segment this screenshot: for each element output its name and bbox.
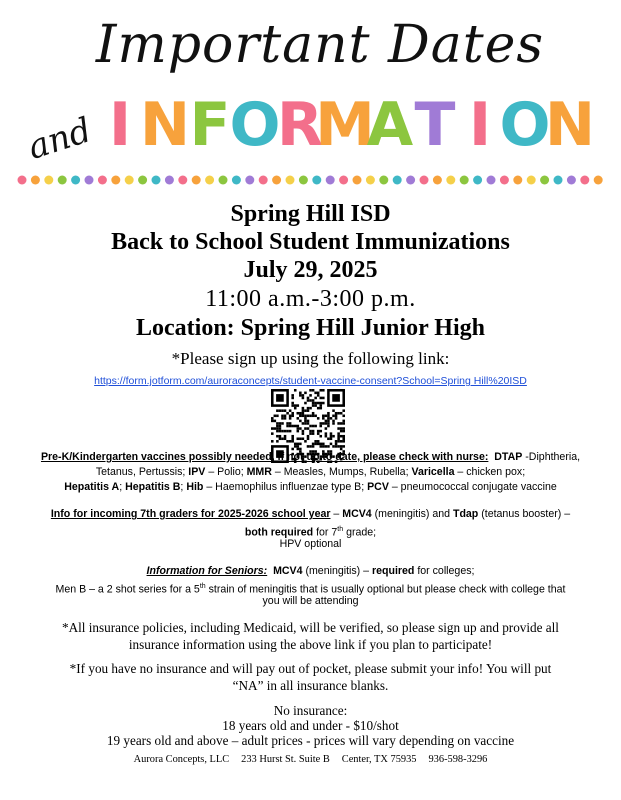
vaccine-hib-desc: – Haemophilus influenzae type B; — [203, 481, 368, 493]
banner-dot — [44, 176, 53, 185]
prek-label: Pre-K/Kindergarten vaccines possibly needed, if not up to date, please check with nurse: — [40, 451, 489, 463]
banner-dot — [71, 176, 80, 185]
banner-dot — [353, 176, 362, 185]
menb-text: Men B – a 2 shot series for a 5 — [55, 583, 200, 596]
vaccine-mcv4-desc: (meningitis) and — [371, 508, 453, 520]
price-under-18: 18 years old and under - $10/shot — [222, 718, 399, 733]
prek-line-3 — [0, 480, 621, 495]
prek-line-1 — [0, 450, 621, 465]
banner-letter: A — [366, 90, 414, 160]
vaccine-mmr: MMR — [246, 466, 272, 478]
banner-letter: M — [315, 90, 375, 160]
grade-text-end: grade; — [343, 526, 377, 539]
banner-letter: I — [468, 90, 492, 160]
vaccine-hepb: Hepatitis B — [125, 481, 181, 493]
banner-dot — [98, 176, 107, 185]
banner-dot — [192, 176, 201, 185]
banner-letter: O — [499, 90, 551, 160]
vaccine-ipv: IPV — [188, 466, 206, 478]
banner-dot — [393, 176, 402, 185]
banner-dot — [554, 176, 563, 185]
footer-city: Center, TX 75935 — [341, 754, 417, 765]
separator: ; — [180, 481, 187, 493]
event-location: Location: Spring Hill Junior High — [136, 315, 485, 341]
event-time: 11:00 a.m.-3:00 p.m. — [205, 286, 416, 312]
vaccine-ipv-desc: – Polio; — [205, 466, 247, 478]
banner-dot — [178, 176, 187, 185]
event-title: Back to School Student Immunizations — [111, 229, 510, 255]
banner-dot — [540, 176, 549, 185]
vaccine-tdap: Tdap — [452, 508, 479, 520]
banner-and-script: and — [23, 110, 97, 168]
banner-dot — [473, 176, 482, 185]
grade-text: for 7 — [313, 526, 338, 539]
insurance-p2-line1: *If you have no insurance and will pay out of pocket, please submit your info! You will put — [69, 661, 552, 676]
banner-dot — [85, 176, 94, 185]
banner-dot — [513, 176, 522, 185]
insurance-p2-line2: “NA” in all insurance blanks. — [232, 678, 389, 693]
no-insurance-label: No insurance: — [273, 703, 348, 718]
banner-letter: T — [414, 90, 456, 160]
banner-dot — [272, 176, 281, 185]
banner-dot — [31, 176, 40, 185]
banner-dot — [527, 176, 536, 185]
vaccine-tetanus-desc: Tetanus, Pertussis; — [95, 466, 189, 478]
footer-contact — [0, 753, 621, 767]
banner-dot — [232, 176, 241, 185]
separator: ; — [119, 481, 126, 493]
banner-dot — [245, 176, 254, 185]
ordinal-suffix: th — [337, 526, 344, 533]
vaccine-dtap-desc: -Diphtheria, — [522, 451, 581, 463]
signup-link[interactable]: https://form.jotform.com/auroraconcepts/student-vaccine-consent?School=Spring Hill%20ISD — [94, 375, 527, 387]
banner-title-script: Important Dates — [95, 15, 545, 75]
banner-dot — [433, 176, 442, 185]
required-desc: for colleges; — [414, 565, 475, 577]
banner-letter: R — [276, 90, 324, 160]
vaccine-pcv-desc: – pneumococcal conjugate vaccine — [388, 481, 557, 493]
banner-dot — [326, 176, 335, 185]
banner-dot — [339, 176, 348, 185]
banner-dot — [165, 176, 174, 185]
banner-dot — [406, 176, 415, 185]
banner-dot — [366, 176, 375, 185]
seniors-line-1 — [0, 564, 621, 579]
signup-instruction: *Please sign up using the following link: — [171, 349, 450, 368]
vaccine-varicella-desc: – chicken pox; — [454, 466, 526, 478]
separator: – — [330, 508, 343, 520]
banner-dot — [420, 176, 429, 185]
seniors-line-3: you will be attending — [262, 595, 359, 607]
banner-letter: O — [229, 90, 281, 160]
vaccine-pcv: PCV — [367, 481, 389, 493]
seventh-label: Info for incoming 7th graders for 2025-2026 school year — [50, 508, 331, 520]
banner-letter: N — [139, 90, 191, 160]
banner-dot — [580, 176, 589, 185]
vaccine-dtap: DTAP — [494, 451, 523, 463]
banner-letter: F — [189, 90, 231, 160]
menb-text-cont: strain of meningitis that is usually optional but please check with college that — [205, 583, 566, 596]
vaccine-hib: Hib — [186, 481, 204, 493]
seventh-line-1 — [0, 507, 621, 522]
banner-dot — [594, 176, 603, 185]
banner-dot — [18, 176, 27, 185]
vaccine-mcv4-seniors: MCV4 — [273, 565, 303, 577]
footer-address: 233 Hurst St. Suite B — [241, 754, 330, 765]
banner-dot — [58, 176, 67, 185]
banner-dot — [460, 176, 469, 185]
banner-dot — [446, 176, 455, 185]
banner-dot — [567, 176, 576, 185]
footer-company: Aurora Concepts, LLC — [133, 754, 230, 765]
vaccine-mcv4-seniors-desc: (meningitis) – — [302, 565, 372, 577]
banner-dot — [111, 176, 120, 185]
banner-letter: N — [544, 90, 596, 160]
both-required: both required — [244, 526, 314, 539]
banner-dot — [500, 176, 509, 185]
header-banner — [0, 0, 621, 195]
vaccine-tdap-desc: (tetanus booster) – — [478, 508, 571, 520]
banner-dot — [125, 176, 134, 185]
banner-dot-row — [18, 176, 603, 185]
insurance-p1-line1: *All insurance policies, including Medicaid, will be verified, so please sign up and provide all — [62, 620, 559, 635]
required-label: required — [372, 565, 415, 577]
district-name: Spring Hill ISD — [230, 201, 391, 227]
banner-dot — [312, 176, 321, 185]
footer-phone: 936-598-3296 — [428, 754, 488, 765]
banner-dot — [487, 176, 496, 185]
vaccine-mmr-desc: – Measles, Mumps, Rubella; — [271, 466, 412, 478]
banner-dot — [259, 176, 268, 185]
banner-dot — [138, 176, 147, 185]
ordinal-suffix: th — [199, 583, 206, 590]
banner-dot — [299, 176, 308, 185]
vaccine-hepa: Hepatitis A — [64, 481, 120, 493]
prek-line-2 — [0, 465, 621, 480]
vaccine-mcv4: MCV4 — [342, 508, 372, 520]
event-date: July 29, 2025 — [243, 257, 378, 283]
insurance-p1-line2: insurance information using the above link if you plan to participate! — [128, 637, 493, 652]
seventh-hpv: HPV optional — [279, 538, 342, 550]
banner-dot — [286, 176, 295, 185]
banner-information-word — [109, 90, 595, 160]
banner-dot — [379, 176, 388, 185]
banner-dot — [152, 176, 161, 185]
vaccine-varicella: Varicella — [411, 466, 455, 478]
seniors-label: Information for Seniors: — [146, 565, 268, 577]
banner-dot — [205, 176, 214, 185]
banner-letter: I — [108, 90, 132, 160]
banner-dot — [219, 176, 228, 185]
price-over-19: 19 years old and above – adult prices - prices will vary depending on vaccine — [106, 733, 515, 748]
